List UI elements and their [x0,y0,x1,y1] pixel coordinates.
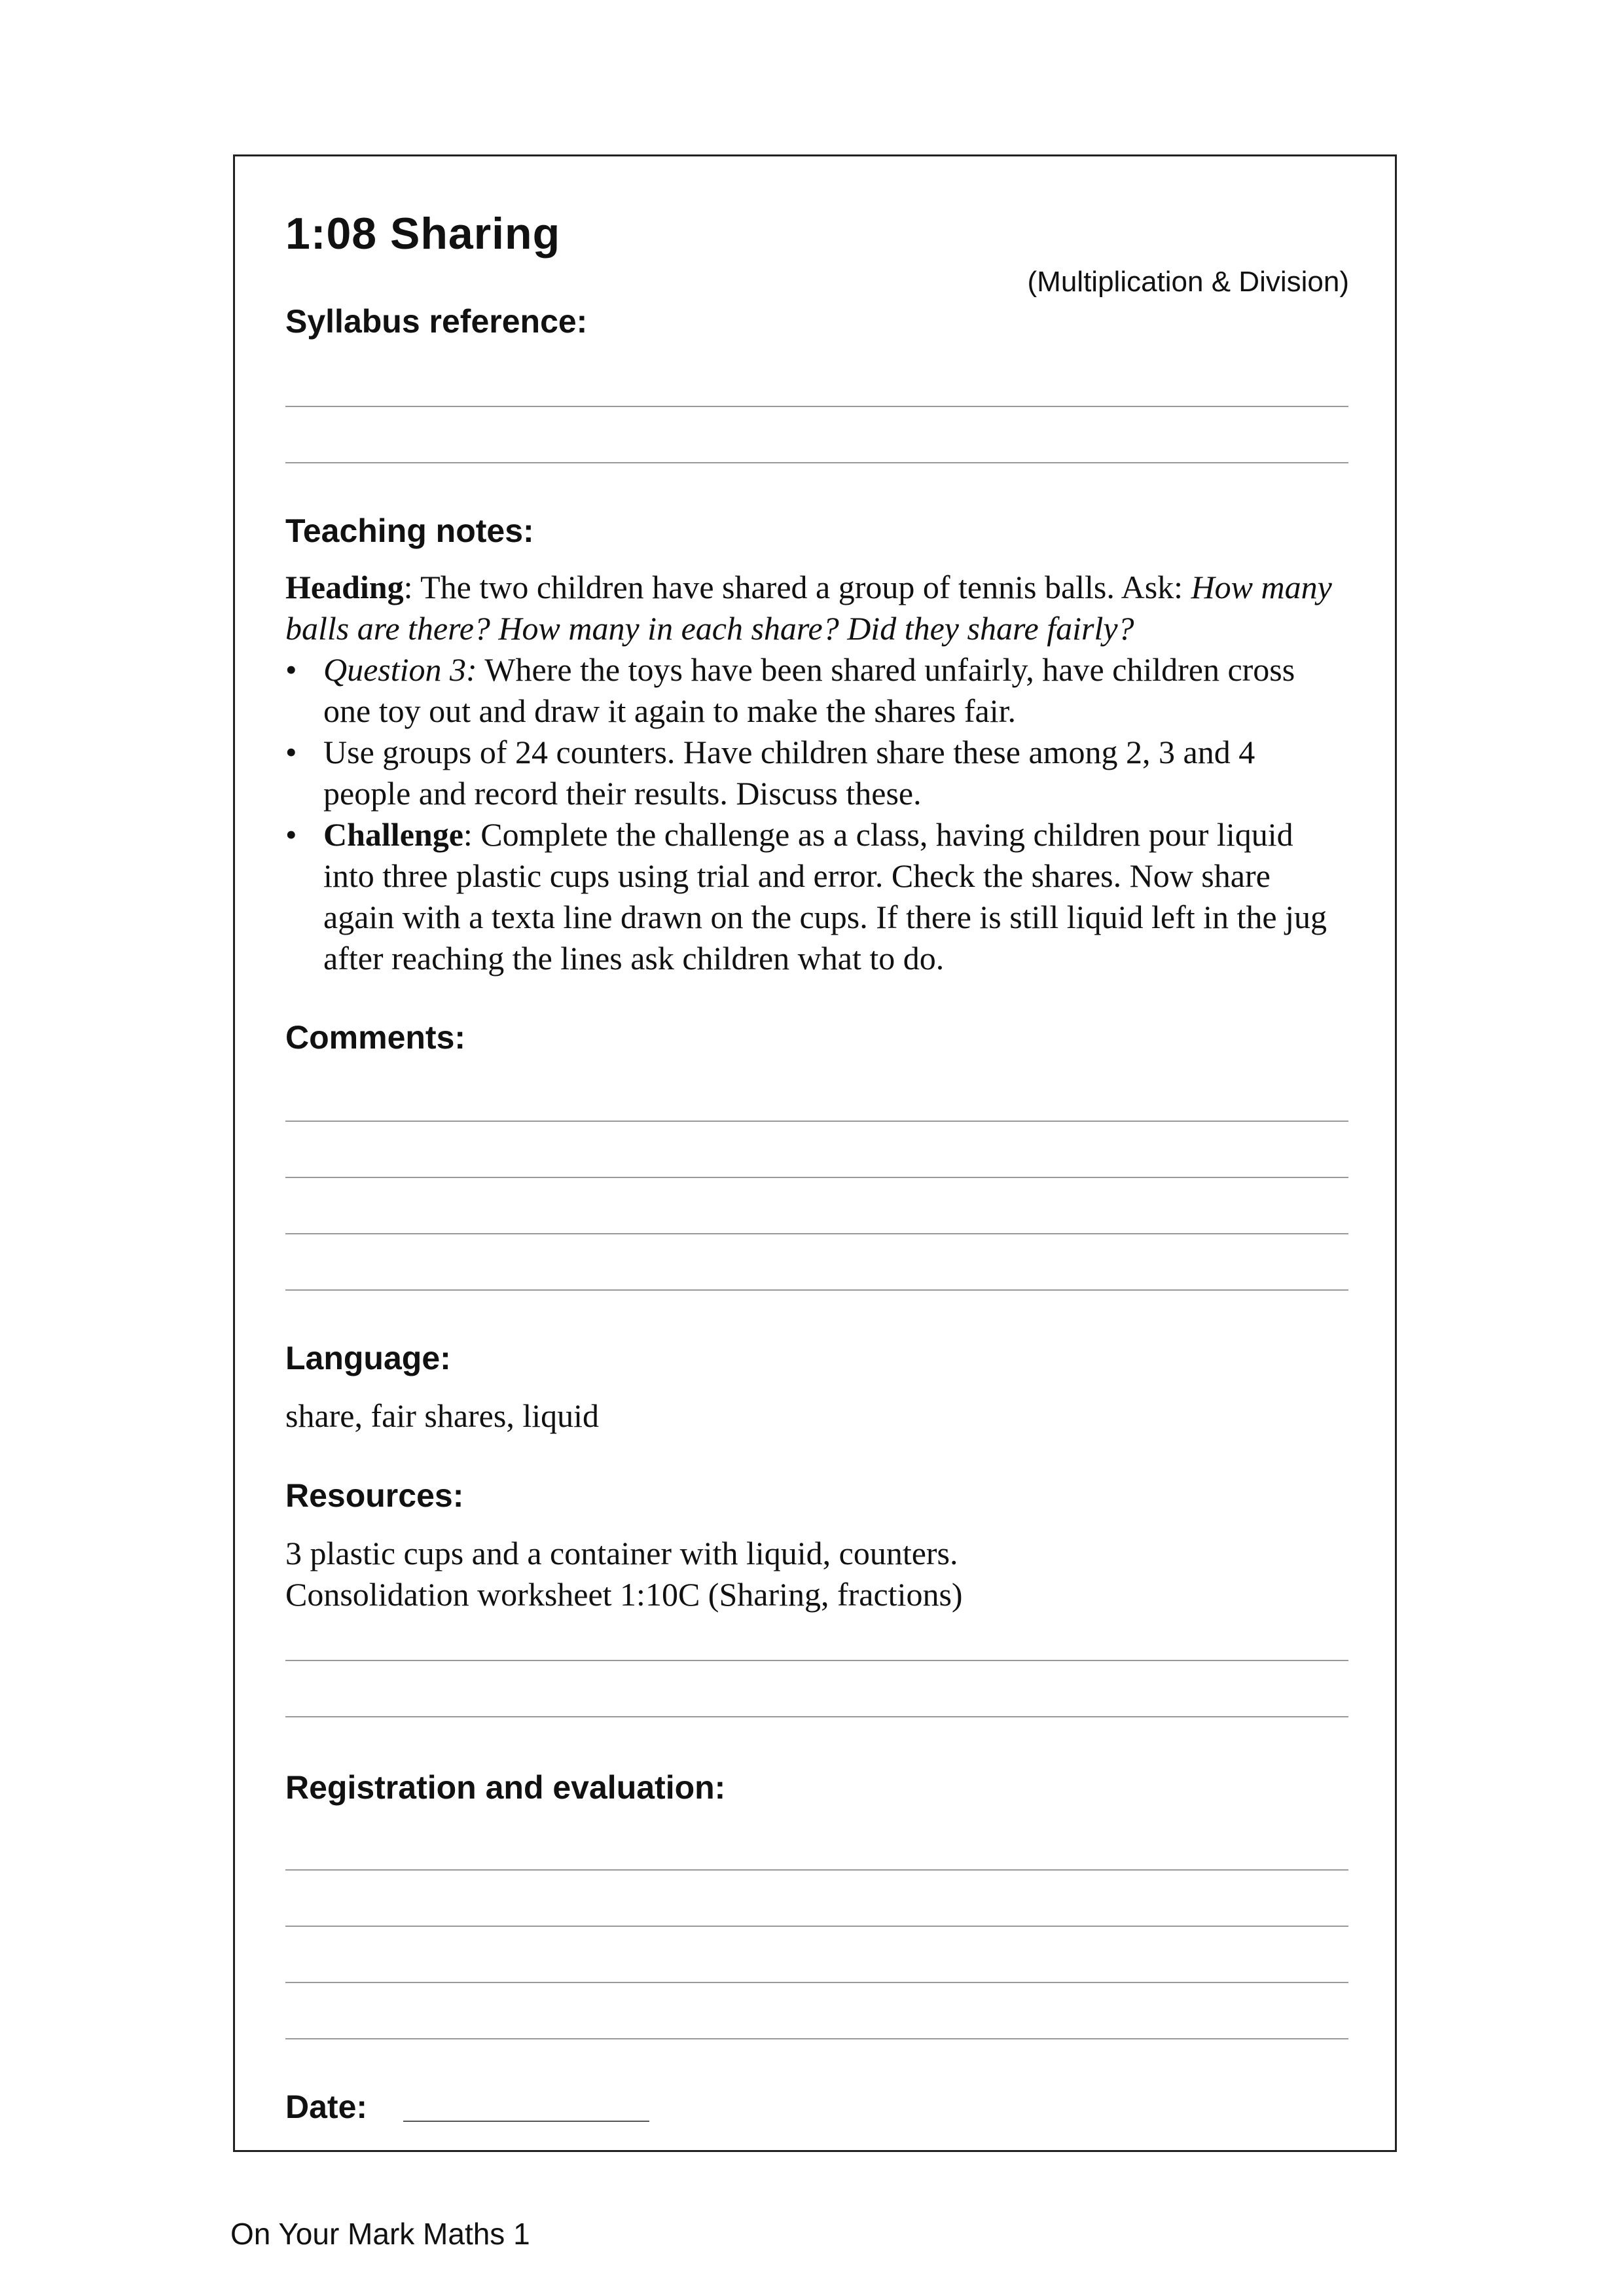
lesson-title: 1:08 Sharing [285,209,561,259]
registration-write-line-1[interactable] [285,1869,1348,1871]
resources-text [285,1533,1348,1615]
list-item [285,649,1348,732]
teaching-notes-body [285,567,1348,979]
comments-write-line-2[interactable] [285,1177,1348,1178]
teaching-notes-heading: Teaching notes: [285,512,534,549]
comments-write-line-3[interactable] [285,1233,1348,1234]
lesson-category: (Multiplication & Division) [1027,266,1349,298]
registration-write-line-2[interactable] [285,1926,1348,1927]
registration-write-line-4[interactable] [285,2038,1348,2039]
list-item-text: Use groups of 24 counters. Have children share these among 2, 3 and 4 people and record their results. Discuss these. [323,734,1255,812]
intro-label: Heading [285,569,404,605]
language-heading: Language: [285,1340,451,1376]
syllabus-write-line-1[interactable] [285,406,1348,407]
registration-write-line-3[interactable] [285,1982,1348,1983]
language-text: share, fair shares, liquid [285,1397,600,1434]
list-item-text: Where the toys have been shared unfairly, have children cross one toy out and draw it again to make the shares fair. [323,651,1295,729]
list-item-label: Question 3: [323,651,477,688]
resources-heading: Resources: [285,1477,464,1514]
date-label: Date: [285,2089,368,2125]
list-item [285,732,1348,814]
bullet-icon: • [285,816,297,853]
teaching-notes-list [285,649,1348,979]
bullet-icon: • [285,651,297,688]
list-item-label: Challenge [323,816,463,853]
syllabus-heading: Syllabus reference: [285,303,588,340]
resources-line-2: Consolidation worksheet 1:10C (Sharing, fractions) [285,1576,963,1613]
page-frame [233,154,1397,2152]
date-write-line[interactable] [403,2121,649,2122]
footer-text: On Your Mark Maths 1 [230,2217,530,2251]
comments-write-line-1[interactable] [285,1121,1348,1122]
registration-heading: Registration and evaluation: [285,1769,726,1806]
list-item-text: : Complete the challenge as a class, having children pour liquid into three plastic cups using trial and error. Check the shares. Now share again with a texta line drawn on the cups. If there is still liquid left in the jug after reaching the lines ask children what to do. [323,816,1327,977]
syllabus-write-line-2[interactable] [285,462,1348,463]
comments-write-line-4[interactable] [285,1289,1348,1291]
teaching-notes-intro [285,567,1348,649]
list-item [285,814,1348,979]
resources-write-line-2[interactable] [285,1716,1348,1717]
resources-line-1: 3 plastic cups and a container with liquid, counters. [285,1535,958,1571]
resources-write-line-1[interactable] [285,1660,1348,1661]
bullet-icon: • [285,734,297,770]
comments-heading: Comments: [285,1019,466,1056]
intro-text: : The two children have shared a group of tennis balls. Ask: [403,569,1191,605]
intro-question: How many balls are there? How many in each share? Did they share fairly? [285,569,1332,647]
